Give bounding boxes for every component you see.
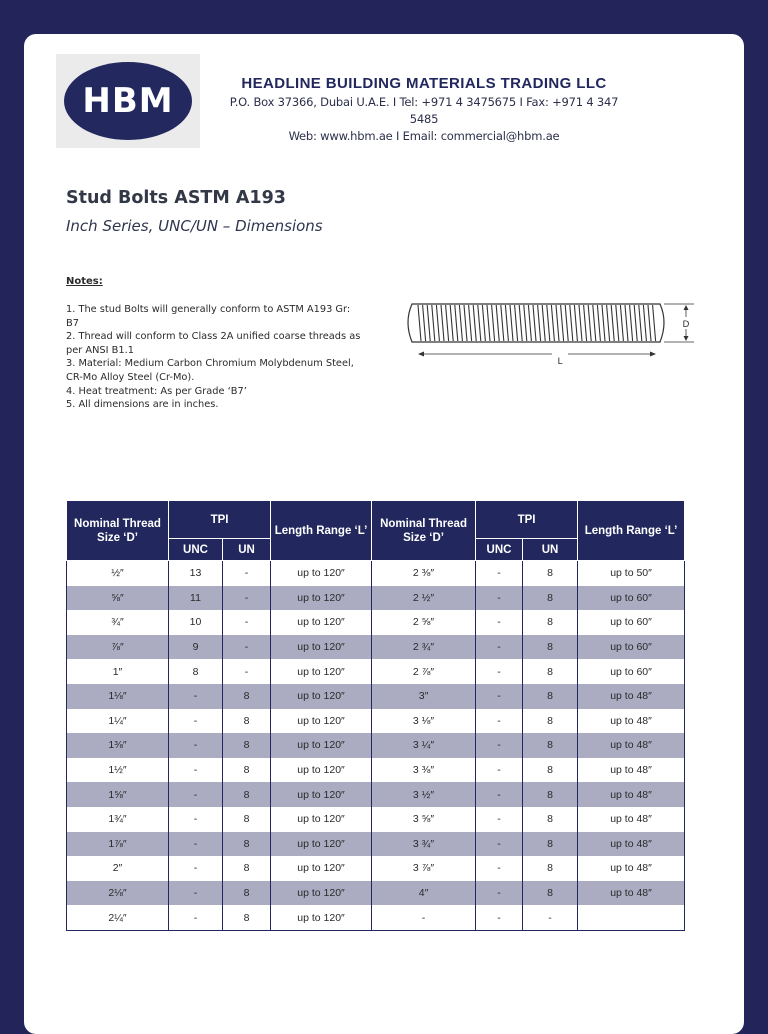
table-cell: - <box>476 881 523 906</box>
table-cell: 2 ⅝″ <box>372 610 476 635</box>
table-cell: up to 48″ <box>578 709 685 734</box>
table-cell <box>578 905 685 930</box>
note-item: 2. Thread will conform to Class 2A unified coarse threads as per ANSI B1.1 <box>66 331 361 356</box>
table-cell: up to 120″ <box>271 659 372 684</box>
table-row <box>67 659 685 684</box>
table-row <box>67 610 685 635</box>
table-cell: 1¼″ <box>67 709 169 734</box>
table-cell: - <box>476 856 523 881</box>
table-cell: up to 120″ <box>271 561 372 586</box>
table-cell: - <box>476 635 523 660</box>
table-cell: 8 <box>523 610 578 635</box>
table-cell: 3 ⅛″ <box>372 709 476 734</box>
table-cell: 1⅛″ <box>67 684 169 709</box>
table-row <box>67 807 685 832</box>
table-cell: ½″ <box>67 561 169 586</box>
company-name: HEADLINE BUILDING MATERIALS TRADING LLC <box>241 75 607 92</box>
header-tpi: TPI <box>476 501 578 539</box>
table-cell: - <box>223 586 271 611</box>
table-cell: up to 120″ <box>271 709 372 734</box>
table-cell: 1⅞″ <box>67 832 169 857</box>
table-row <box>67 782 685 807</box>
table-cell: 13 <box>169 561 223 586</box>
table-cell: up to 60″ <box>578 659 685 684</box>
table-cell: up to 48″ <box>578 758 685 783</box>
table-cell: up to 120″ <box>271 586 372 611</box>
header-length-range: Length Range ‘L’ <box>578 501 685 561</box>
table-cell: 3 ⅞″ <box>372 856 476 881</box>
table-row <box>67 758 685 783</box>
table-cell: 8 <box>523 684 578 709</box>
header-un: UN <box>223 539 271 561</box>
table-cell: - <box>169 758 223 783</box>
header-nominal-size: Nominal Thread Size ‘D’ <box>67 501 169 561</box>
table-cell: 8 <box>223 782 271 807</box>
table-row <box>67 733 685 758</box>
table-cell: 8 <box>523 635 578 660</box>
table-row <box>67 856 685 881</box>
table-cell: 8 <box>523 659 578 684</box>
table-cell: 8 <box>223 856 271 881</box>
table-cell: 1⅜″ <box>67 733 169 758</box>
company-header <box>214 74 634 145</box>
table-cell: up to 120″ <box>271 610 372 635</box>
company-logo <box>64 62 192 140</box>
table-row <box>67 586 685 611</box>
table-cell: 8 <box>523 561 578 586</box>
table-cell: 8 <box>223 881 271 906</box>
table-row <box>67 709 685 734</box>
logo-area <box>56 54 200 148</box>
table-cell: 11 <box>169 586 223 611</box>
table-cell: 2 ⅜″ <box>372 561 476 586</box>
table-cell: up to 120″ <box>271 758 372 783</box>
table-cell: 8 <box>223 832 271 857</box>
table-cell: - <box>169 709 223 734</box>
table-cell: ⅝″ <box>67 586 169 611</box>
table-row <box>67 832 685 857</box>
logo-text: HBM <box>82 81 174 121</box>
table-row <box>67 881 685 906</box>
table-cell: 8 <box>223 733 271 758</box>
note-item: 1. The stud Bolts will generally conform to ASTM A193 Gr: B7 <box>66 304 351 329</box>
table-cell: up to 120″ <box>271 832 372 857</box>
table-cell: 3 ¾″ <box>372 832 476 857</box>
table-cell: up to 120″ <box>271 684 372 709</box>
table-cell: - <box>169 856 223 881</box>
table-cell: up to 120″ <box>271 881 372 906</box>
table-cell: 2 ¾″ <box>372 635 476 660</box>
table-cell: - <box>476 709 523 734</box>
table-cell: - <box>523 905 578 930</box>
table-cell: - <box>476 807 523 832</box>
table-cell: 8 <box>523 782 578 807</box>
document-subtitle: Inch Series, UNC/UN – Dimensions <box>66 217 323 235</box>
table-cell: 3 ½″ <box>372 782 476 807</box>
document-page <box>24 34 744 1034</box>
table-cell: - <box>476 684 523 709</box>
table-cell: up to 48″ <box>578 684 685 709</box>
dimension-l-label: L <box>557 357 563 367</box>
table-cell: up to 50″ <box>578 561 685 586</box>
header-nominal-size: Nominal Thread Size ‘D’ <box>372 501 476 561</box>
table-cell: - <box>476 586 523 611</box>
table-cell: - <box>476 561 523 586</box>
table-cell: 8 <box>523 733 578 758</box>
table-cell: up to 48″ <box>578 881 685 906</box>
table-cell: - <box>476 733 523 758</box>
notes-heading: Notes: <box>66 276 103 287</box>
table-cell: 8 <box>523 758 578 783</box>
bolt-body <box>408 304 664 342</box>
dimension-d <box>664 304 694 342</box>
table-cell: 2⅛″ <box>67 881 169 906</box>
table-row <box>67 905 685 930</box>
table-cell: - <box>169 832 223 857</box>
table-cell: 8 <box>523 856 578 881</box>
table-cell: 10 <box>169 610 223 635</box>
header-un: UN <box>523 539 578 561</box>
table-cell: 9 <box>169 635 223 660</box>
table-cell: 8 <box>223 758 271 783</box>
dimension-d-label: D <box>682 320 690 330</box>
table-cell: 8 <box>223 905 271 930</box>
table-cell: 8 <box>523 586 578 611</box>
note-item: 3. Material: Medium Carbon Chromium Molybdenum Steel, CR-Mo Alloy Steel (Cr-Mo). <box>66 358 354 383</box>
notes-list <box>66 303 366 412</box>
table-cell: - <box>223 635 271 660</box>
table-cell: 8 <box>523 709 578 734</box>
table-cell: - <box>169 905 223 930</box>
document-title: Stud Bolts ASTM A193 <box>66 188 286 208</box>
table-cell: - <box>169 733 223 758</box>
table-cell: 8 <box>223 709 271 734</box>
table-cell: - <box>223 610 271 635</box>
table-cell: 1″ <box>67 659 169 684</box>
company-web: Web: www.hbm.ae I Email: commercial@hbm.ae <box>288 129 560 143</box>
table-cell: - <box>169 881 223 906</box>
table-cell: up to 48″ <box>578 832 685 857</box>
table-cell: up to 120″ <box>271 782 372 807</box>
table-row <box>67 635 685 660</box>
table-cell: 8 <box>523 807 578 832</box>
table-cell: up to 48″ <box>578 733 685 758</box>
table-cell: 3 ⅜″ <box>372 758 476 783</box>
table-cell: 1⅝″ <box>67 782 169 807</box>
table-cell: up to 120″ <box>271 807 372 832</box>
table-cell: 8 <box>223 684 271 709</box>
stud-bolt-diagram <box>402 296 698 372</box>
table-cell: 1¾″ <box>67 807 169 832</box>
table-cell: up to 120″ <box>271 856 372 881</box>
table-cell: ⅞″ <box>67 635 169 660</box>
table-cell: ¾″ <box>67 610 169 635</box>
header-length-range: Length Range ‘L’ <box>271 501 372 561</box>
dimension-l <box>418 352 656 368</box>
table-cell: - <box>169 807 223 832</box>
note-item: 5. All dimensions are in inches. <box>66 399 219 411</box>
table-cell: - <box>476 610 523 635</box>
table-cell: 2¼″ <box>67 905 169 930</box>
table-cell: up to 120″ <box>271 733 372 758</box>
table-cell: - <box>223 561 271 586</box>
table-cell: 8 <box>523 832 578 857</box>
table-cell: up to 48″ <box>578 807 685 832</box>
table-cell: 2″ <box>67 856 169 881</box>
company-address: P.O. Box 37366, Dubai U.A.E. I Tel: +971 4 3475675 I Fax: +971 4 347 5485 <box>229 95 619 126</box>
table-cell: 8 <box>223 807 271 832</box>
table-cell: 8 <box>169 659 223 684</box>
table-cell: - <box>372 905 476 930</box>
table-cell: up to 48″ <box>578 782 685 807</box>
table-cell: 3 ⅝″ <box>372 807 476 832</box>
table-cell: 4″ <box>372 881 476 906</box>
table-cell: up to 60″ <box>578 610 685 635</box>
dimensions-table <box>66 500 685 931</box>
table-cell: up to 120″ <box>271 905 372 930</box>
table-cell: 8 <box>523 881 578 906</box>
table-cell: - <box>476 782 523 807</box>
table-cell: - <box>223 659 271 684</box>
table-cell: up to 120″ <box>271 635 372 660</box>
table-cell: up to 60″ <box>578 635 685 660</box>
table-cell: - <box>169 782 223 807</box>
table-row <box>67 561 685 586</box>
table-cell: up to 60″ <box>578 586 685 611</box>
header-tpi: TPI <box>169 501 271 539</box>
table-row <box>67 684 685 709</box>
table-cell: - <box>476 758 523 783</box>
header-unc: UNC <box>169 539 223 561</box>
table-cell: up to 48″ <box>578 856 685 881</box>
table-cell: 1½″ <box>67 758 169 783</box>
table-cell: - <box>476 905 523 930</box>
table-cell: - <box>476 659 523 684</box>
table-cell: 2 ⅞″ <box>372 659 476 684</box>
table-cell: - <box>476 832 523 857</box>
table-cell: 2 ½″ <box>372 586 476 611</box>
header-unc: UNC <box>476 539 523 561</box>
table-cell: 3 ¼″ <box>372 733 476 758</box>
note-item: 4. Heat treatment: As per Grade ‘B7’ <box>66 385 247 397</box>
table-cell: 3″ <box>372 684 476 709</box>
table-cell: - <box>169 684 223 709</box>
